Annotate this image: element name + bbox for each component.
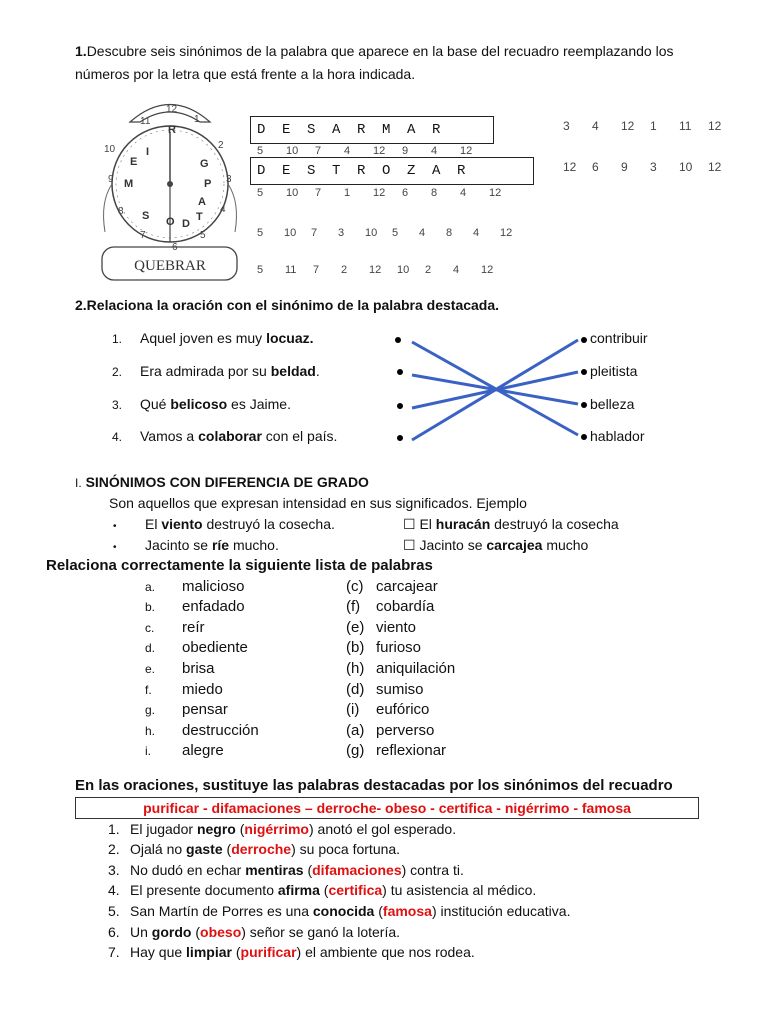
number-row-right-2: 12 6 9 3 10 12 [563,160,722,174]
list-item: a. malicioso (c) carcajear [145,578,438,595]
bullet-left-4 [397,435,403,441]
number-row-4: 5 11 7 2 12 10 2 4 12 [257,264,494,276]
list-item: f. miedo (d) sumiso [145,681,424,698]
list-item: h. destrucción (a) perverso [145,722,435,739]
section4-title: En las oraciones, sustituye las palabras destacadas por los sinónimos del recuadro [75,777,673,794]
bullet-left-3 [397,403,403,409]
bullet-right-3 [581,402,587,408]
substitution-sentence: 2. Ojalá no gaste (derroche) su poca fortuna. [108,841,401,857]
sentence-item: 3. Qué belicoso es Jaime. [112,396,291,412]
list-item: b. enfadado (f) cobardía [145,598,435,615]
word-box-desarmar: D E S A R M A R [250,116,494,144]
bullet-right-4 [581,434,587,440]
example-1: • El viento destruyó la cosecha. ☐ El huracán destruyó la cosecha [113,516,619,532]
section1-instruction [75,43,735,59]
number-row-2: 5 10 7 1 12 6 8 4 12 [257,187,502,199]
list-item: g. pensar (i) eufórico [145,701,430,718]
number-row-right-1: 3 4 12 1 11 12 [563,119,722,133]
sentence-item: 2. Era admirada por su beldad. [112,363,320,379]
number-row-1: 5 10 7 4 12 9 4 12 [257,145,473,157]
instruction-line-2: números por la letra que está frente a la hora indicada. [75,66,416,82]
substitution-sentence: 3. No dudó en echar mentiras (difamaciones) contra ti. [108,862,464,878]
substitution-sentence: 6. Un gordo (obeso) señor se ganó la lotería. [108,924,401,940]
number-row-3: 5 10 7 3 10 5 4 8 4 12 [257,227,513,239]
section2-title: 2.Relaciona la oración con el sinónimo de la palabra destacada. [75,297,500,313]
bullet-left-1 [395,337,401,343]
word-box-destrozar: D E S T R O Z A R [250,157,534,185]
sentence-item: 4. Vamos a colaborar con el país. [112,428,338,444]
substitution-sentence: 4. El presente documento afirma (certifica) tu asistencia al médico. [108,882,537,898]
example-2: • Jacinto se ríe mucho. ☐ Jacinto se carcajea mucho [113,537,589,553]
sentence-item: 1. Aquel joven es muy locuaz. [112,330,314,346]
list-item: d. obediente (b) furioso [145,639,422,656]
substitution-sentence: 5. San Martín de Porres es una conocida (famosa) institución educativa. [108,903,571,919]
answer-item: belleza [590,396,635,412]
substitution-sentence: 1. El jugador negro (nigérrimo) anotó el gol esperado. [108,821,457,837]
substitution-sentence: 7. Hay que limpiar (purificar) el ambiente que nos rodea. [108,944,475,960]
section1-number: 1. [75,43,87,59]
list-item: c. reír (e) viento [145,619,417,636]
answer-item: pleitista [590,363,638,379]
bullet-right-2 [581,369,587,375]
list-title: Relaciona correctamente la siguiente lista de palabras [46,557,433,574]
bullet-left-2 [397,369,403,375]
clock-figure [90,92,250,287]
answer-item: contribuir [590,330,648,346]
answer-item: hablador [590,428,645,444]
bullet-right-1 [581,337,587,343]
instruction-line-1: Descubre seis sinónimos de la palabra que aparece en la base del recuadro reemplazando los [86,43,674,59]
synonym-box: purificar - difamaciones – derroche- obeso - certifica - nigérrimo - famosa [75,797,699,819]
section3-title: I. SINÓNIMOS CON DIFERENCIA DE GRADO [75,474,369,490]
list-item: e. brisa (h) aniquilación [145,660,456,677]
section3-description: Son aquellos que expresan intensidad en sus significados. Ejemplo [109,495,527,511]
list-item: i. alegre (g) reflexionar [145,742,447,759]
clock-label: QUEBRAR [134,258,206,274]
matching-lines [390,330,600,450]
